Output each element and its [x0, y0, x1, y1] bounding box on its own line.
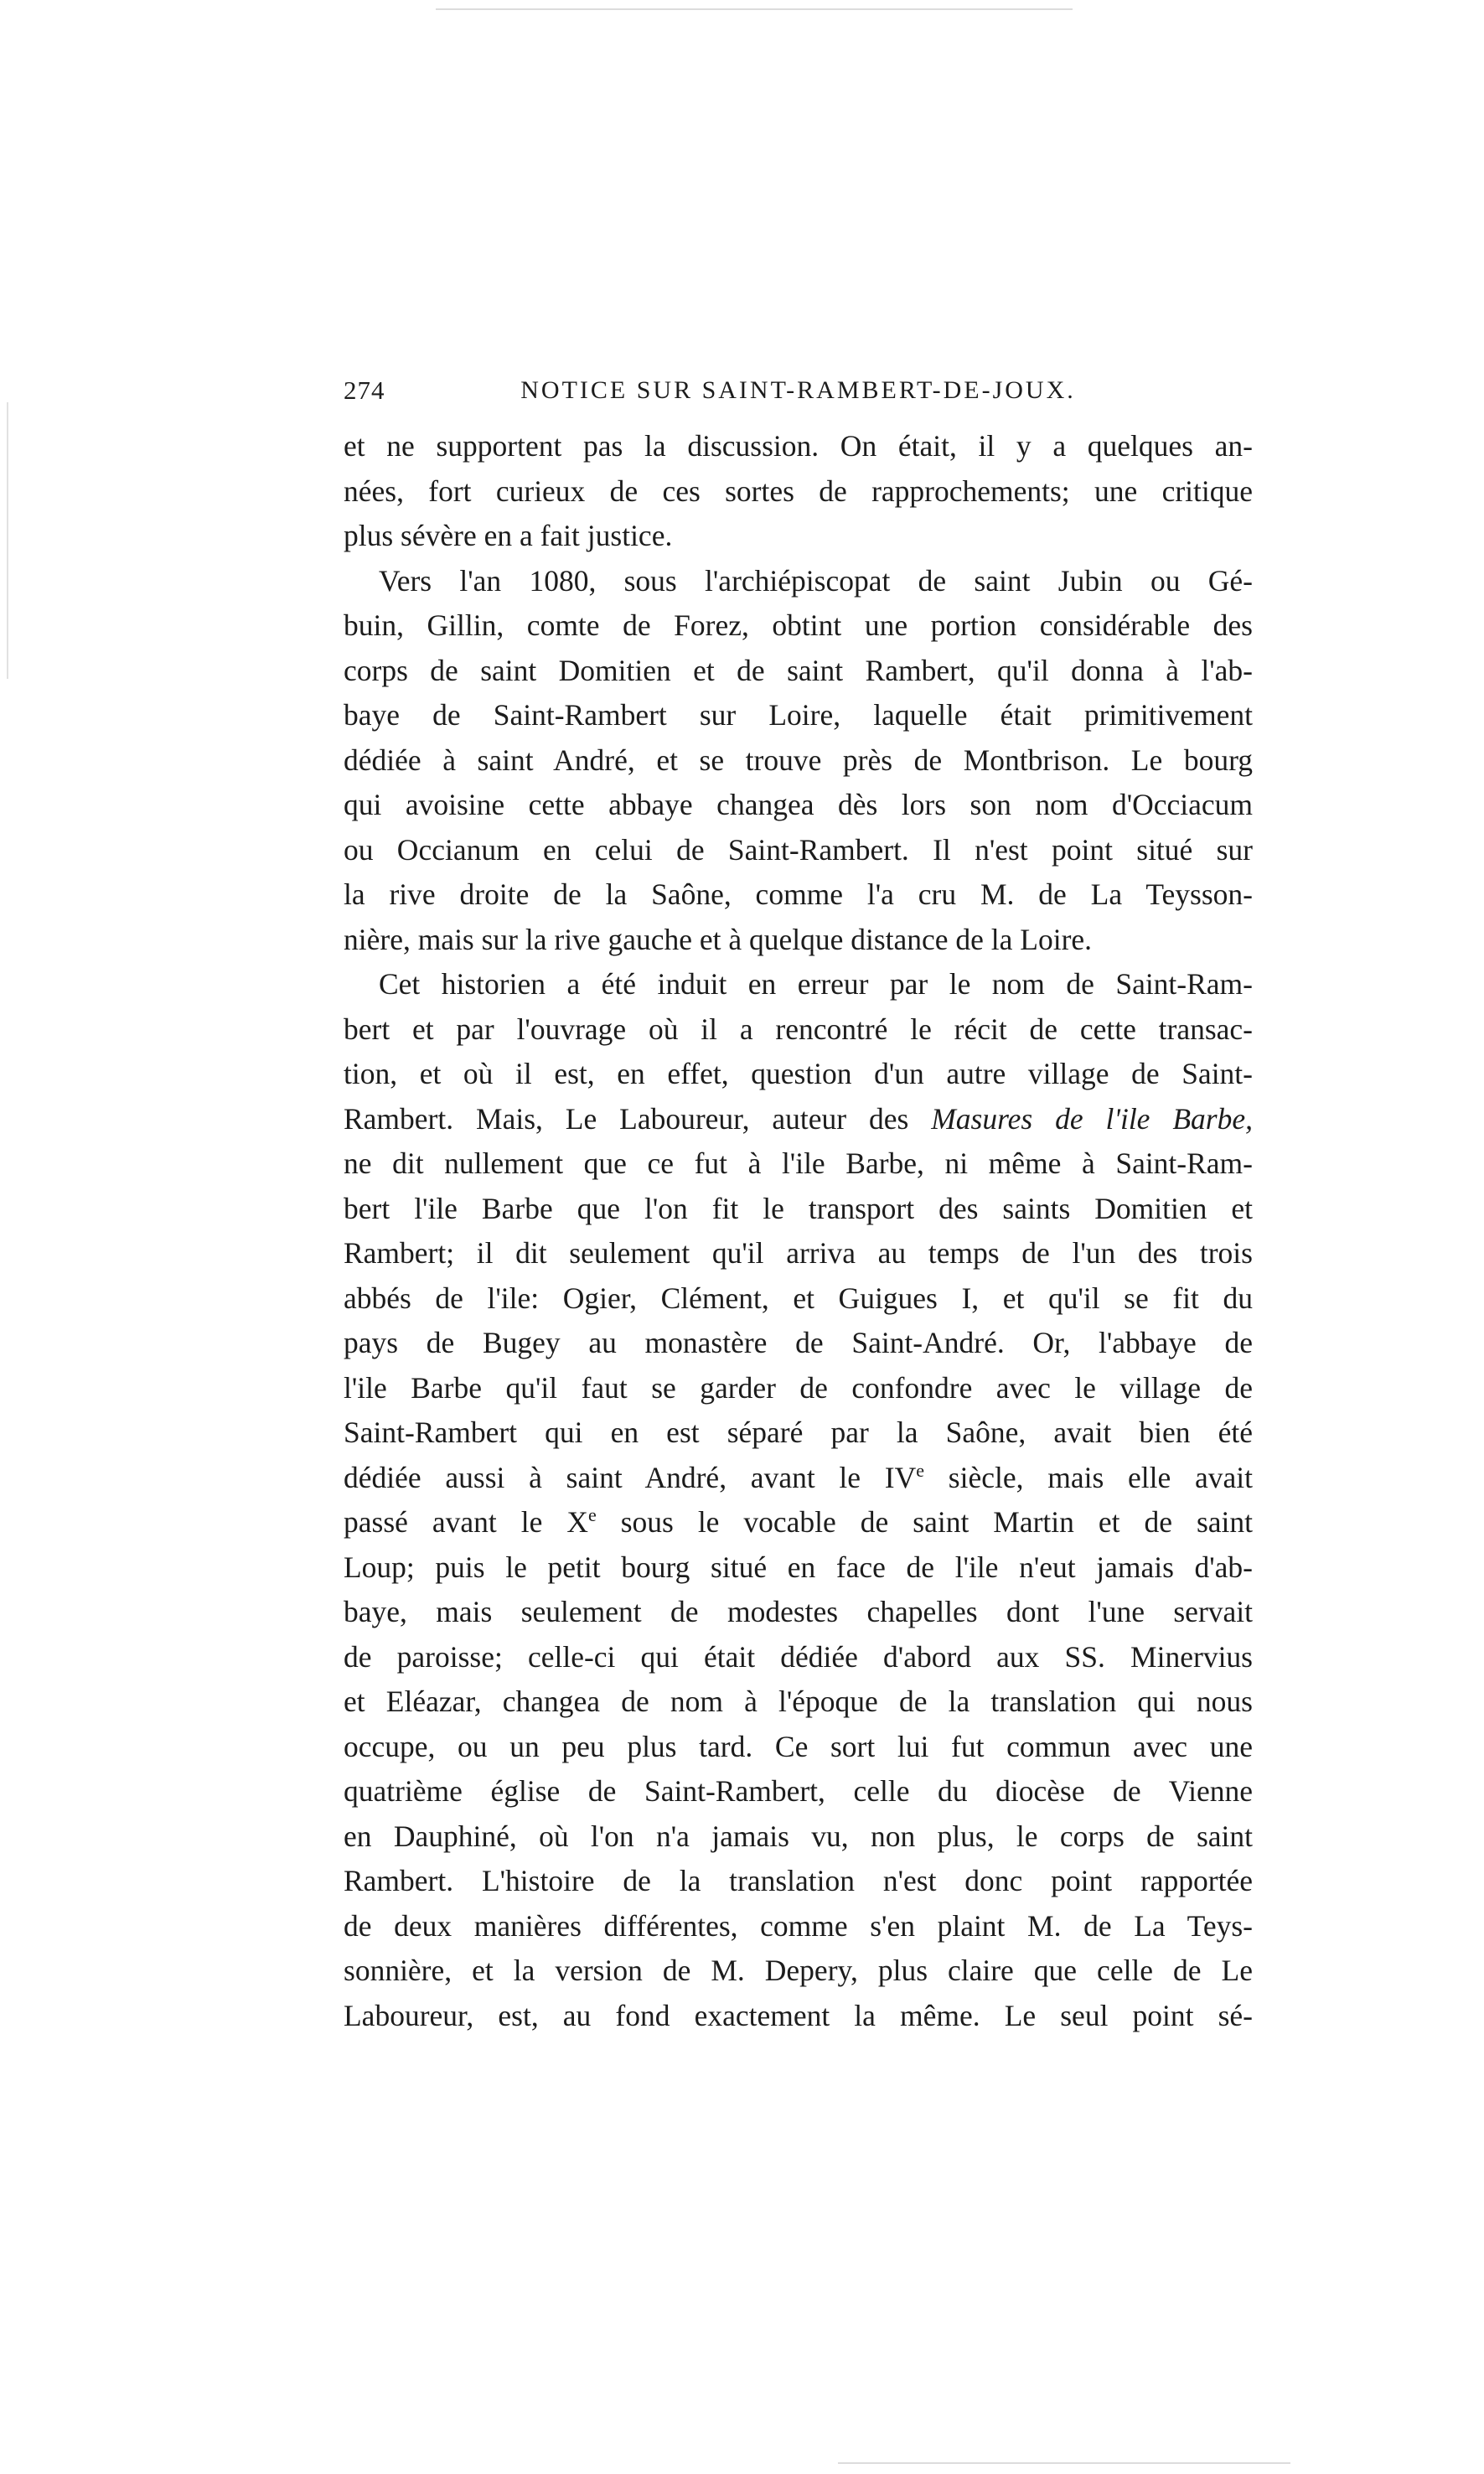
text-line: ne dit nullement que ce fut à l'ile Barbe, ni même à Saint-Ram-	[344, 1146, 1253, 1180]
text-line: occupe, ou un peu plus tard. Ce sort lui fut commun avec une	[344, 1729, 1253, 1763]
book-title: Masures de l'ile Barbe,	[931, 1101, 1253, 1136]
scan-artifact-top	[436, 8, 1073, 10]
text-line: Cet historien a été induit en erreur par le nom de Saint-Ram-	[379, 967, 1253, 1001]
text-line: Vers l'an 1080, sous l'archiépiscopat de saint Jubin ou Gé-	[379, 563, 1253, 598]
text-line: Rambert. L'histoire de la translation n'est donc point rapportée	[344, 1864, 1253, 1897]
text-line: pays de Bugey au monastère de Saint-André. Or, l'abbaye de	[344, 1326, 1253, 1359]
text-line: corps de saint Domitien et de saint Rambert, qu'il donna à l'ab-	[344, 653, 1253, 687]
text-fragment: siècle, mais elle avait	[924, 1460, 1253, 1494]
gutter-shadow	[7, 402, 8, 679]
text-line: nière, mais sur la rive gauche et à quelque distance de la Loire.	[344, 922, 1093, 956]
text-line: Saint-Rambert qui en est séparé par la Saône, avait bien été	[344, 1416, 1253, 1449]
text-line: quatrième église de Saint-Rambert, celle du diocèse de Vienne	[344, 1774, 1253, 1808]
text-line: bert et par l'ouvrage où il a rencontré le récit de cette transac-	[344, 1012, 1253, 1046]
text-line: qui avoisine cette abbaye changea dès lors son nom d'Occiacum	[344, 788, 1253, 821]
scan-artifact-bottom	[838, 2462, 1290, 2464]
text-line: la rive droite de la Saône, comme l'a cru M. de La Teysson-	[344, 877, 1253, 911]
text-line: Laboureur, est, au fond exactement la même. Le seul point sé-	[344, 1998, 1253, 2032]
text-line: en Dauphiné, où l'on n'a jamais vu, non plus, le corps de saint	[344, 1819, 1253, 1853]
text-fragment: sous le vocable de saint Martin et de saint	[596, 1505, 1254, 1539]
text-line-century	[344, 1500, 1253, 1545]
text-line: et ne supportent pas la discussion. On était, il y a quelques an-	[344, 429, 1253, 463]
page-number: 274	[344, 375, 385, 405]
text-fragment: passé avant le X	[344, 1505, 588, 1539]
text-line: sonnière, et la version de M. Depery, plus claire que celle de Le	[344, 1954, 1253, 1987]
text-line: de paroisse; celle-ci qui était dédiée d'abord aux SS. Minervius	[344, 1639, 1253, 1674]
text-line: baye de Saint-Rambert sur Loire, laquelle était primitivement	[344, 698, 1253, 732]
paragraph-3	[344, 962, 1253, 2038]
text-line: nées, fort curieux de ces sortes de rapprochements; une critique	[344, 474, 1253, 508]
text-line: dédiée à saint André, et se trouve près de Montbrison. Le bourg	[344, 743, 1253, 777]
page-header	[344, 374, 1253, 407]
text-line: baye, mais seulement de modestes chapelles dont l'une servait	[344, 1595, 1253, 1628]
text-line-century	[344, 1456, 1253, 1501]
text-line: abbés de l'ile: Ogier, Clément, et Guigues I, et qu'il se fit du	[344, 1281, 1253, 1315]
text-line: l'ile Barbe qu'il faut se garder de confondre avec le village de	[344, 1370, 1253, 1405]
text-line: tion, et où il est, en effet, question d'un autre village de Saint-	[344, 1057, 1253, 1090]
text-line-with-title	[344, 1097, 1253, 1142]
text-fragment: dédiée aussi à saint André, avant le IV	[344, 1460, 917, 1494]
superscript: e	[587, 1504, 597, 1526]
running-title: NOTICE SUR SAINT-RAMBERT-DE-JOUX.	[520, 376, 1076, 404]
body-text	[344, 424, 1253, 2038]
text-line: plus sévère en a fait justice.	[344, 519, 673, 552]
superscript: e	[916, 1459, 925, 1481]
text-fragment: Rambert. Mais, Le Laboureur, auteur des	[344, 1101, 932, 1136]
text-line: Rambert; il dit seulement qu'il arriva au temps de l'un des trois	[344, 1236, 1253, 1270]
text-line: ou Occianum en celui de Saint-Rambert. Il n'est point situé sur	[344, 832, 1253, 867]
text-line: de deux manières différentes, comme s'en plaint M. de La Teys-	[344, 1908, 1253, 1943]
text-line: Loup; puis le petit bourg situé en face de l'ile n'eut jamais d'ab-	[344, 1550, 1253, 1584]
text-line: bert l'ile Barbe que l'on fit le transport des saints Domitien et	[344, 1191, 1253, 1225]
text-line: et Eléazar, changea de nom à l'époque de la translation qui nous	[344, 1685, 1253, 1718]
text-line: buin, Gillin, comte de Forez, obtint une portion considérable des	[344, 608, 1253, 642]
paragraph-2	[344, 559, 1253, 963]
paragraph-1	[344, 424, 1253, 559]
